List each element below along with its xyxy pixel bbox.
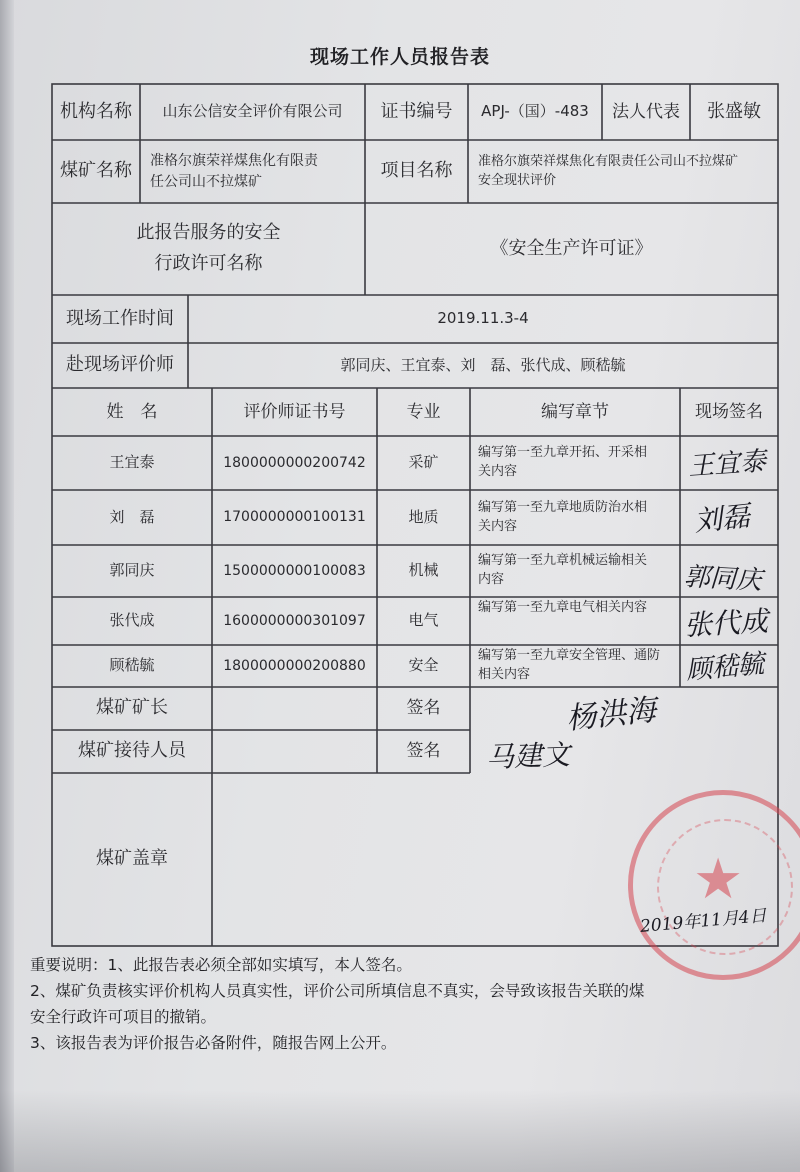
row-cert: 1500000000100083 (223, 562, 366, 579)
license-name-label-line2: 行政许可名称 (154, 253, 263, 274)
row-chapter-line1: 编写第一至九章安全管理、通防 (478, 648, 661, 664)
page-shadow (0, 1090, 800, 1172)
row-cert: 1600000000301097 (223, 612, 366, 629)
mine-director-sign-label: 签名 (406, 698, 441, 719)
row-major: 地质 (408, 507, 439, 526)
cert-no-label: 证书编号 (380, 100, 453, 122)
col-header-name: 姓 名 (106, 401, 158, 422)
license-name-label-line1: 此报告服务的安全 (136, 222, 281, 244)
row-major: 电气 (408, 611, 439, 630)
row-name: 顾嵇毓 (109, 656, 155, 675)
project-name-value (468, 140, 778, 203)
col-header-signature: 现场签名 (695, 401, 763, 422)
col-header-major: 专业 (406, 401, 441, 422)
license-name-label (52, 203, 365, 295)
row-major: 采矿 (408, 453, 439, 472)
row-major: 安全 (408, 656, 439, 675)
row-chapter-line2: 关内容 (478, 464, 518, 479)
row-chapter-line1: 编写第一至九章地质防治水相 (478, 499, 648, 515)
cert-no-value: APJ-（国）-483 (481, 102, 589, 121)
assessors-label: 赴现场评价师 (66, 354, 174, 376)
mine-name-line1: 准格尔旗荣祥煤焦化有限责 (150, 153, 318, 170)
mine-name-label: 煤矿名称 (60, 160, 132, 182)
note-line: 重要说明：1、此报告表必须全部如实填写，本人签名。 (30, 956, 412, 974)
note-line: 2、煤矿负责核实评价机构人员真实性，评价公司所填信息不真实，会导致该报告关联的煤 (30, 982, 645, 1000)
legal-rep-label: 法人代表 (612, 101, 680, 122)
note-line: 3、该报告表为评价报告必备附件，随报告网上公开。 (30, 1034, 397, 1052)
row-signature: 刘磊 (692, 499, 752, 538)
col-header-cert: 评价师证书号 (243, 401, 346, 422)
col-header-chapter: 编写章节 (541, 401, 609, 422)
row-signature: 张代成 (683, 604, 769, 642)
mine-director-label: 煤矿矿长 (96, 697, 168, 719)
assessors-value: 郭同庆、王宜泰、刘 磊、张代成、顾嵇毓 (340, 355, 626, 374)
row-name: 王宜泰 (109, 453, 155, 472)
row-chapter (470, 490, 680, 545)
row-signature: 郭同庆 (683, 562, 763, 597)
seal-star-icon: ★ (693, 847, 744, 912)
row-cert: 1800000000200880 (223, 657, 366, 674)
project-name-label: 项目名称 (380, 160, 453, 182)
license-name-value: 《安全生产许可证》 (490, 237, 653, 259)
seal-date: 2019年11月4日 (639, 905, 768, 937)
important-notes (30, 952, 800, 1056)
project-name-line2: 安全现状评价 (478, 172, 557, 188)
row-chapter-line2: 关内容 (478, 518, 518, 534)
row-chapter (470, 645, 680, 687)
row-name: 张代成 (109, 611, 155, 630)
org-name-value: 山东公信安全评价有限公司 (162, 102, 343, 121)
legal-rep-value: 张盛敏 (707, 100, 761, 122)
mine-receiver-label: 煤矿接待人员 (78, 740, 186, 762)
row-chapter-line2: 内容 (478, 572, 505, 587)
project-name-line1: 准格尔旗荣祥煤焦化有限责任公司山不拉煤矿 (478, 153, 739, 169)
row-chapter-line1: 编写第一至九章电气相关内容 (478, 600, 648, 615)
row-name: 郭同庆 (109, 561, 155, 580)
mine-director-signature: 杨洪海 (564, 692, 658, 737)
work-time-label: 现场工作时间 (66, 307, 174, 329)
form-title: 现场工作人员报告表 (309, 46, 490, 68)
row-signature: 顾嵇毓 (684, 649, 766, 686)
row-chapter (470, 545, 680, 597)
row-major: 机械 (408, 561, 439, 580)
row-chapter-line1: 编写第一至九章开拓、开采相 (478, 445, 648, 461)
row-chapter (470, 436, 680, 490)
mine-seal-label: 煤矿盖章 (96, 848, 168, 870)
mine-name-line2: 任公司山不拉煤矿 (150, 173, 262, 190)
row-cert: 1800000000200742 (223, 454, 366, 471)
row-chapter-line2: 相关内容 (478, 667, 531, 682)
row-chapter (470, 597, 680, 645)
note-line: 安全行政许可项目的撤销。 (30, 1008, 217, 1026)
row-cert: 1700000000100131 (223, 509, 366, 526)
work-time-value: 2019.11.3-4 (437, 309, 529, 328)
mine-receiver-sign-label: 签名 (406, 741, 441, 762)
row-signature: 王宜泰 (687, 446, 768, 482)
row-chapter-line1: 编写第一至九章机械运输相关 (478, 553, 648, 569)
row-name: 刘 磊 (109, 507, 155, 526)
mine-receiver-signature: 马建文 (485, 738, 571, 774)
org-name-label: 机构名称 (60, 100, 132, 122)
mine-name-value (140, 140, 365, 203)
